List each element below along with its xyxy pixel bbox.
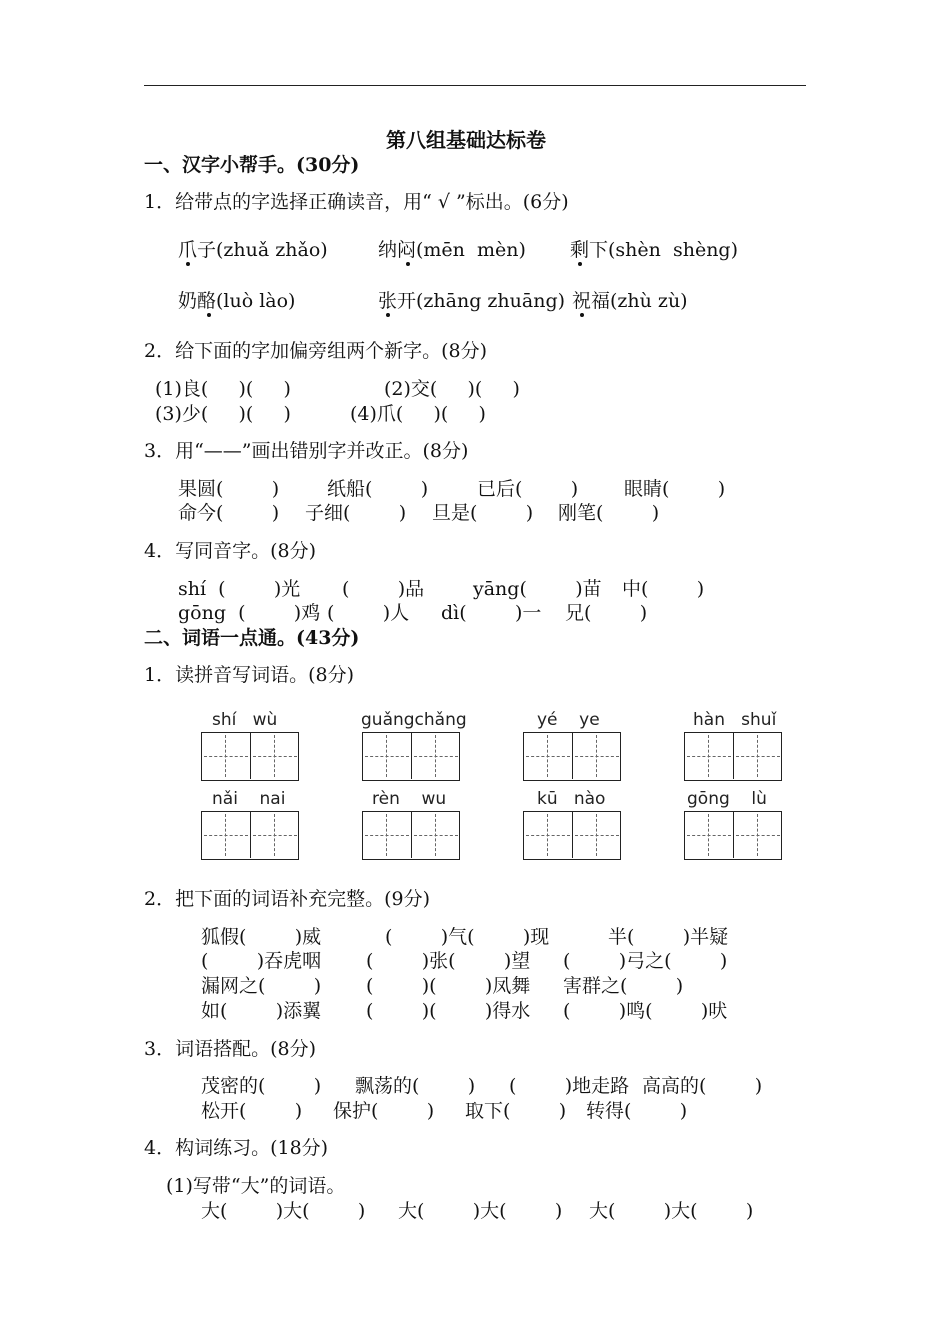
question-prompt: 3．用“——”画出错别字并改正。(8分): [144, 440, 469, 462]
homophone-item: gōng ( )鸡: [178, 602, 321, 624]
matching-item: 松开( ): [201, 1100, 303, 1122]
pinyin-label: guǎngchǎng: [361, 710, 467, 730]
question-prompt: 4．写同音字。(8分): [144, 540, 317, 562]
idiom-item: ( )张( )望: [366, 950, 531, 972]
idiom-item: ( )吞虎咽: [201, 950, 322, 972]
emphasis-dot: [406, 262, 410, 266]
writing-grid[interactable]: [201, 732, 299, 781]
pinyin-label: gōng lù: [687, 789, 767, 809]
word-building-item: 大( )大( ): [201, 1200, 366, 1222]
question-prompt: 4．构词练习。(18分): [144, 1137, 329, 1159]
section-heading: 二、词语一点通。(43分): [144, 627, 360, 649]
matching-item: 茂密的( ): [201, 1075, 322, 1097]
correction-item: 子细( ): [305, 502, 407, 524]
question-prompt: 2．给下面的字加偏旁组两个新字。(8分): [144, 340, 488, 362]
idiom-item: ( )弓之( ): [563, 950, 728, 972]
idiom-item: 狐假( )威: [201, 926, 322, 948]
idiom-item: ( )( )得水: [366, 1000, 531, 1022]
pinyin-label: nǎi nai: [212, 789, 286, 809]
idiom-item: 如( )添翼: [201, 1000, 322, 1022]
matching-item: 飘荡的( ): [355, 1075, 476, 1097]
pinyin-label: yé ye: [537, 710, 600, 730]
reading-item: 纳闷(mēn mèn): [378, 239, 526, 261]
emphasis-dot: [186, 262, 190, 266]
correction-item: 刚笔( ): [558, 502, 660, 524]
top-rule: [144, 85, 806, 86]
page-title: 第八组基础达标卷: [386, 128, 546, 152]
emphasis-dot: [207, 313, 211, 317]
pinyin-label: hàn shuǐ: [693, 710, 777, 730]
matching-item: 保护( ): [333, 1100, 435, 1122]
idiom-item: 害群之( ): [563, 975, 684, 997]
pinyin-label: shí wù: [212, 710, 278, 730]
sub-question: (1)写带“大”的词语。: [166, 1175, 346, 1197]
writing-grid[interactable]: [362, 732, 460, 781]
reading-item: 奶酪(luò lào): [178, 290, 296, 312]
correction-item: 命今( ): [178, 502, 280, 524]
idiom-item: 半( )半疑: [608, 926, 729, 948]
word-building-item: 大( )大( ): [398, 1200, 563, 1222]
writing-grid[interactable]: [684, 732, 782, 781]
correction-item: 纸船( ): [327, 478, 429, 500]
pinyin-label: rèn wu: [372, 789, 447, 809]
section-heading: 一、汉字小帮手。(30分): [144, 154, 360, 176]
matching-item: ( )地走路: [509, 1075, 630, 1097]
homophone-item: ( )品: [342, 578, 425, 600]
idiom-item: ( )鸣( )吠: [563, 1000, 728, 1022]
writing-grid[interactable]: [684, 811, 782, 860]
homophone-item: shí ( )光: [178, 578, 301, 600]
reading-item: 祝福(zhù zù): [572, 290, 688, 312]
homophone-item: dì( )一: [441, 602, 542, 624]
homophone-item: yāng( )苗: [473, 578, 602, 600]
reading-item: 剩下(shèn shèng): [570, 239, 739, 261]
radical-item: (4)爪( )( ): [350, 403, 486, 425]
idiom-item: ( )( )凤舞: [366, 975, 531, 997]
writing-grid[interactable]: [523, 811, 621, 860]
homophone-item: 中( ): [622, 578, 705, 600]
matching-item: 高高的( ): [642, 1075, 763, 1097]
radical-item: (3)少( )( ): [155, 403, 291, 425]
pinyin-label: kū nào: [537, 789, 606, 809]
question-prompt: 1．读拼音写词语。(8分): [144, 664, 355, 686]
question-prompt: 3．词语搭配。(8分): [144, 1038, 317, 1060]
emphasis-dot: [580, 313, 584, 317]
radical-item: (1)良( )( ): [155, 378, 291, 400]
idiom-item: ( )气( )现: [385, 926, 550, 948]
question-prompt: 1．给带点的字选择正确读音，用“ √ ”标出。(6分): [144, 191, 569, 213]
correction-item: 已后( ): [477, 478, 579, 500]
correction-item: 果圆( ): [178, 478, 280, 500]
correction-item: 眼睛( ): [624, 478, 726, 500]
matching-item: 取下( ): [465, 1100, 567, 1122]
emphasis-dot: [578, 262, 582, 266]
radical-item: (2)交( )( ): [384, 378, 520, 400]
reading-item: 爪子(zhuǎ zhǎo): [178, 239, 328, 261]
correction-item: 旦是( ): [432, 502, 534, 524]
writing-grid[interactable]: [362, 811, 460, 860]
homophone-item: 兄( ): [565, 602, 648, 624]
homophone-item: ( )人: [327, 602, 410, 624]
idiom-item: 漏网之( ): [201, 975, 322, 997]
word-building-item: 大( )大( ): [589, 1200, 754, 1222]
emphasis-dot: [386, 313, 390, 317]
writing-grid[interactable]: [201, 811, 299, 860]
writing-grid[interactable]: [523, 732, 621, 781]
question-prompt: 2．把下面的词语补充完整。(9分): [144, 888, 431, 910]
reading-item: 张开(zhāng zhuāng): [378, 290, 566, 312]
matching-item: 转得( ): [586, 1100, 688, 1122]
